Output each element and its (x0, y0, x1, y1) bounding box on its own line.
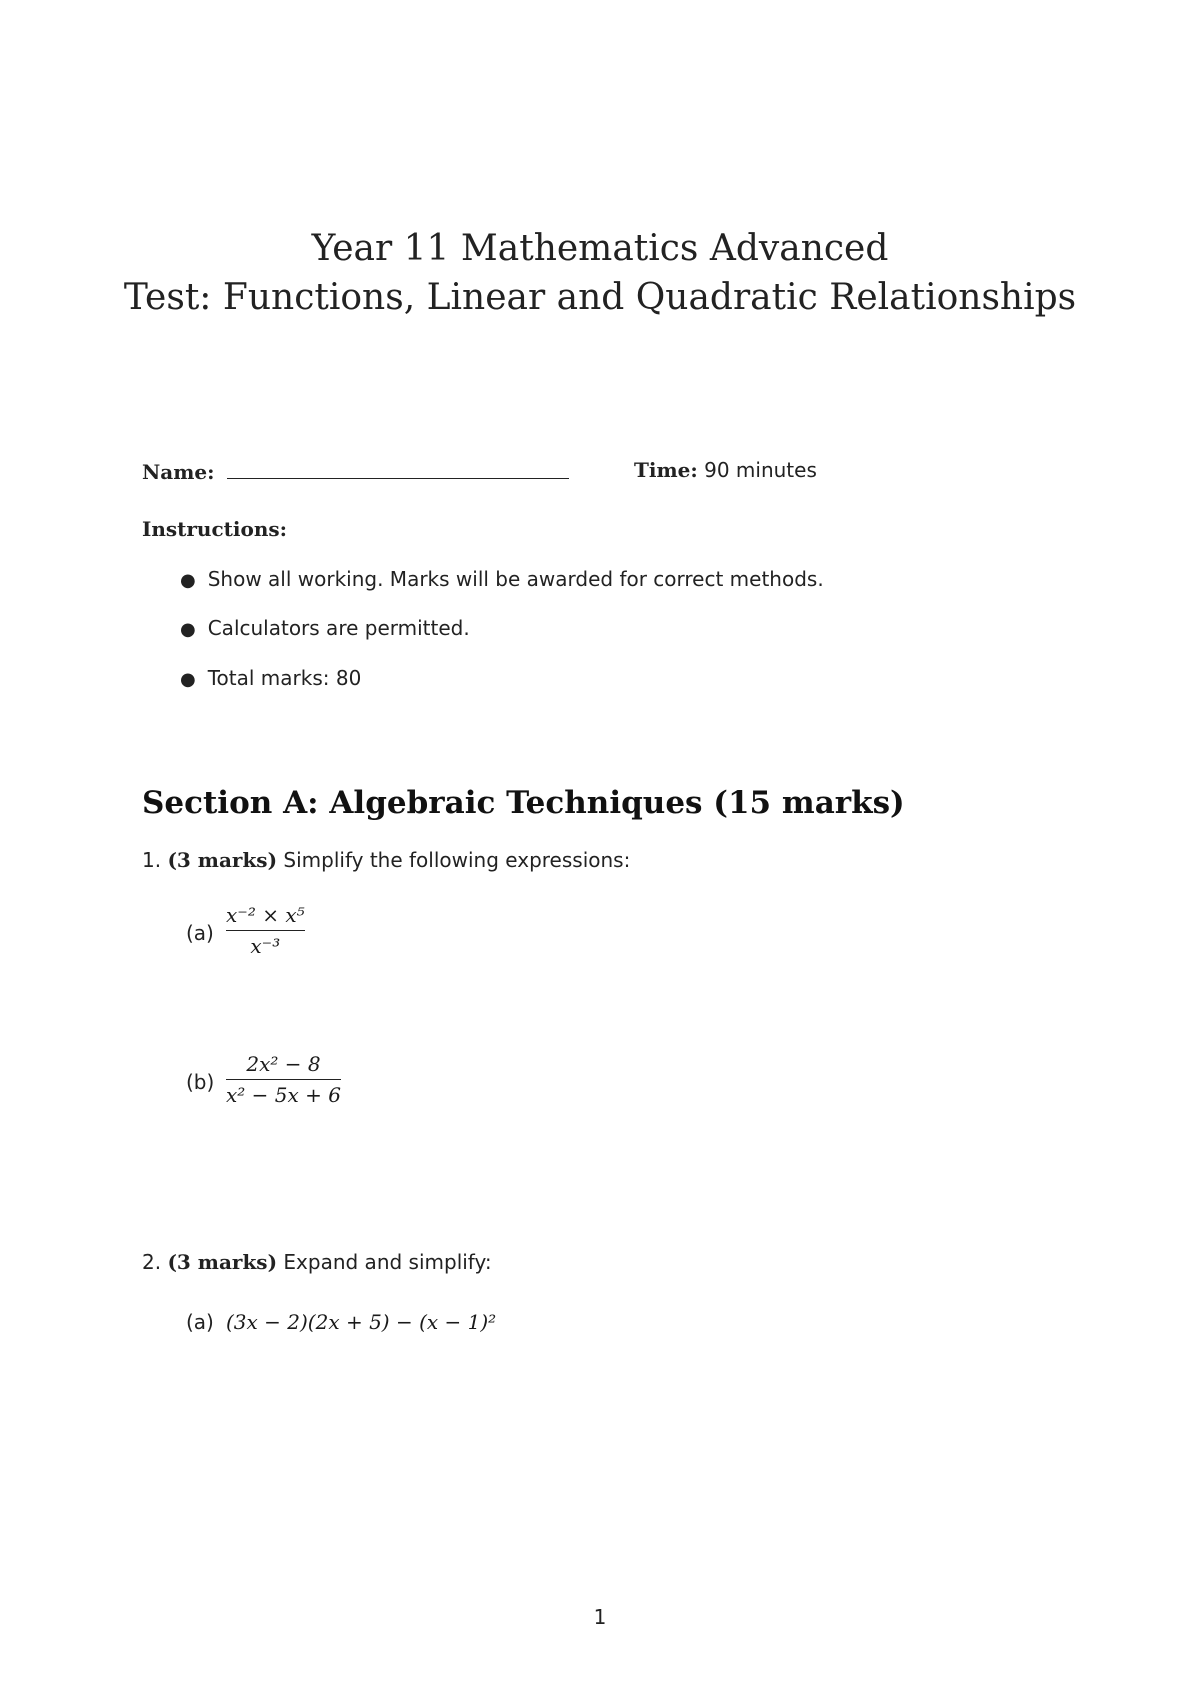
question-2-marks: (3 marks) (167, 1250, 278, 1274)
name-label: Name: (142, 460, 215, 484)
instruction-item: ● Calculators are permitted. (180, 616, 470, 640)
fraction-denominator: x² − 5x + 6 (226, 1083, 341, 1107)
fraction-denominator: x⁻³ (250, 934, 281, 958)
question-2-prompt: Expand and simplify: (283, 1250, 492, 1274)
part-label: (a) (186, 921, 214, 945)
question-1-marks: (3 marks) (167, 848, 278, 872)
time-label: Time: (634, 458, 698, 482)
bullet-icon: ● (180, 669, 196, 690)
bullet-icon: ● (180, 570, 196, 591)
page-number: 1 (593, 1605, 607, 1629)
instruction-item: ● Total marks: 80 (180, 666, 362, 690)
question-1-prompt: Simplify the following expressions: (283, 848, 631, 872)
fraction-bar (226, 1079, 341, 1080)
question-2: 2. (3 marks) Expand and simplify: (142, 1250, 492, 1274)
part-label: (b) (186, 1070, 215, 1094)
section-a-heading: Section A: Algebraic Techniques (15 marks) (142, 785, 905, 821)
time-value: 90 minutes (704, 458, 817, 482)
instruction-item: ● Show all working. Marks will be awarded for correct methods. (180, 567, 824, 591)
fraction-1b (226, 1052, 341, 1107)
fraction-bar (226, 930, 305, 931)
fraction-numerator: x⁻² × x⁵ (226, 903, 305, 927)
part-label: (a) (186, 1310, 214, 1334)
fraction-1a (226, 903, 305, 958)
name-blank-line[interactable] (227, 458, 569, 479)
time-row (634, 458, 817, 482)
name-field-row (142, 458, 569, 484)
test-title-line-2: Test: Functions, Linear and Quadratic Relationships (123, 277, 1077, 318)
expression-2a: (3x − 2)(2x + 5) − (x − 1)² (226, 1310, 497, 1334)
instructions-heading: Instructions: (142, 517, 288, 541)
bullet-icon: ● (180, 619, 196, 640)
test-title-line-1: Year 11 Mathematics Advanced (311, 228, 889, 269)
question-1: 1. (3 marks) Simplify the following expressions: (142, 848, 631, 872)
fraction-numerator: 2x² − 8 (246, 1052, 321, 1076)
